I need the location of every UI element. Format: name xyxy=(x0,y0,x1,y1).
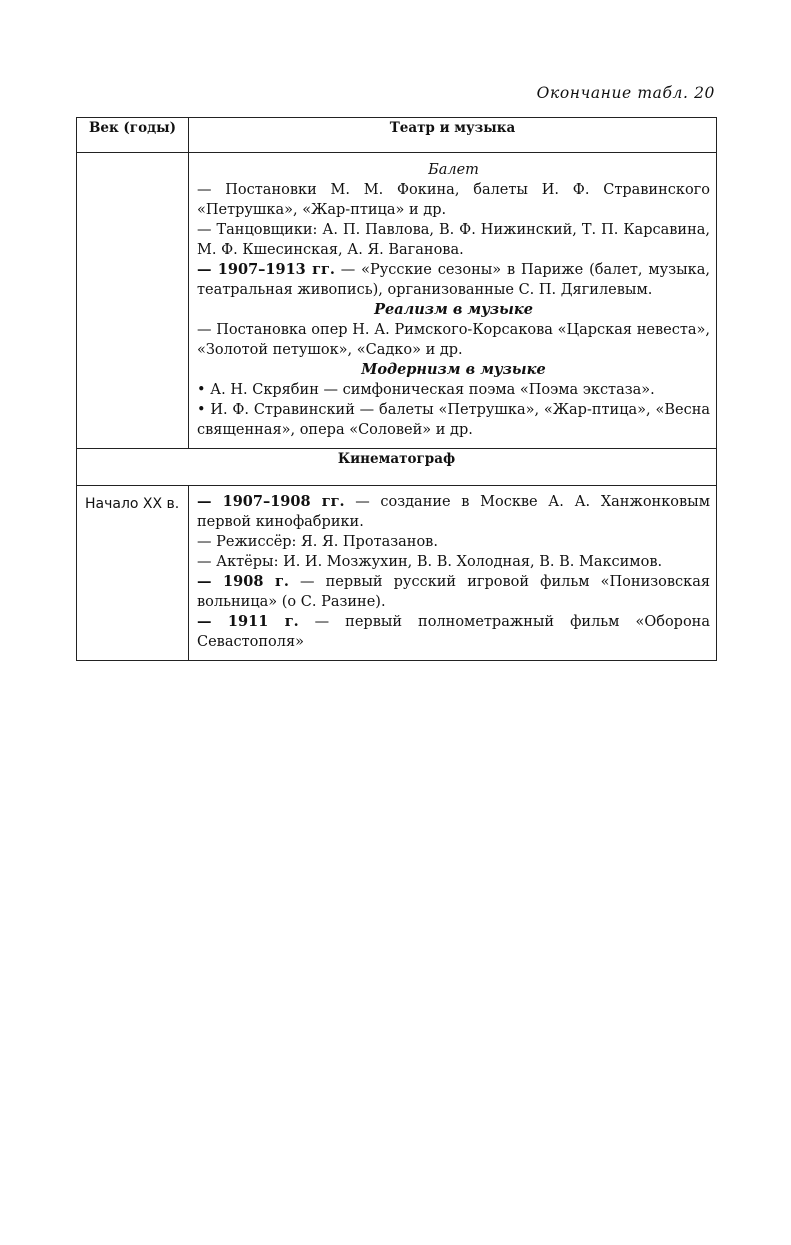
header-theatre-music: Театр и музыка xyxy=(189,118,717,153)
table-20 xyxy=(76,117,717,661)
cinema-entry-text: — Режиссёр: Я. Я. Протазанов. xyxy=(197,534,438,550)
cinema-entry-text: — первый русский игровой фильм «Понизовская вольница» (о С. Разине). xyxy=(197,574,711,610)
russian-seasons-line xyxy=(197,260,710,300)
cinema-entry-text: — первый полнометражный фильм «Оборона Севастополя» xyxy=(197,614,710,650)
cinema-entry-text: — Актёры: И. И. Мозжухин, В. В. Холодная, В. В. Максимов. xyxy=(197,554,663,570)
theatre-music-cell xyxy=(189,153,717,449)
ballet-line-productions: — Постановки М. М. Фокина, балеты И. Ф. Стравинского «Петрушка», «Жар-птица» и др. xyxy=(197,182,710,218)
cinema-entry xyxy=(197,552,710,572)
cinema-entry-date: — 1907–1908 гг. xyxy=(197,493,345,510)
theatre-music-row xyxy=(77,153,717,449)
cinema-period: Начало XX в. xyxy=(77,486,189,661)
cinema-section-row xyxy=(77,449,717,486)
header-century: Век (годы) xyxy=(77,118,189,153)
cinema-entry xyxy=(197,612,710,652)
cinema-entry-date: — 1911 г. xyxy=(197,613,299,630)
cinema-entry xyxy=(197,572,710,612)
modernism-heading: Модернизм в музыке xyxy=(361,361,546,378)
modernism-line-scriabin: • А. Н. Скрябин — симфоническая поэма «Поэма экстаза». xyxy=(197,382,655,398)
modernism-line-stravinsky: • И. Ф. Стравинский — балеты «Петрушка», «Жар-птица», «Весна священная», опера «Соловей» и др. xyxy=(197,402,710,438)
russian-seasons-date: — 1907–1913 гг. xyxy=(197,261,335,278)
cinema-entry-text: — создание в Москве А. А. Ханжонковым первой кинофабрики. xyxy=(197,494,710,530)
cinema-cell xyxy=(189,486,717,661)
table-caption: Окончание табл. 20 xyxy=(536,84,715,102)
realism-heading: Реализм в музыке xyxy=(374,301,533,318)
empty-period-cell xyxy=(77,153,189,449)
ballet-heading: Балет xyxy=(428,162,479,178)
cinema-entry xyxy=(197,492,710,532)
realism-line: — Постановка опер Н. А. Римского-Корсакова «Царская невеста», «Золотой петушок», «Садко» и др. xyxy=(197,322,710,358)
cinema-row xyxy=(77,486,717,661)
table-header-row xyxy=(77,118,717,153)
cinema-header: Кинематограф xyxy=(77,449,717,486)
cinema-entry-date: — 1908 г. xyxy=(197,573,289,590)
russian-seasons-text: — «Русские сезоны» в Париже (балет, музыка, театральная живопись), организованные С. П. Дягилевым. xyxy=(197,262,710,298)
cinema-entry xyxy=(197,532,710,552)
ballet-line-dancers: — Танцовщики: А. П. Павлова, В. Ф. Нижинский, Т. П. Карсавина, М. Ф. Кшесинская, А. Я. Ваганова. xyxy=(197,222,710,258)
